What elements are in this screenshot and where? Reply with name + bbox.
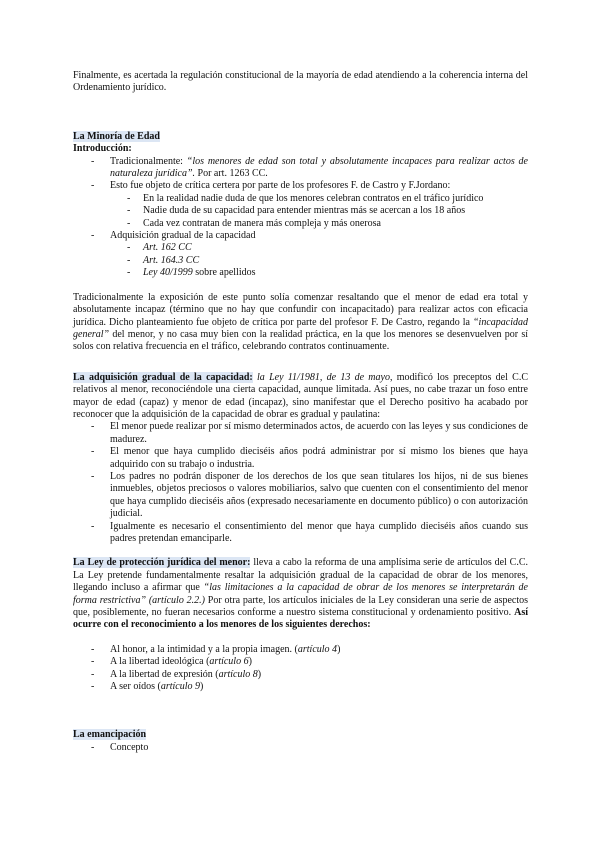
document-page <box>73 70 528 754</box>
paragraph-adquisicion: La adquisición gradual de la capacidad: la Ley 11/1981, de 13 de mayo, modificó los preceptos del C.C relativos al menor, reconociéndole una cierta capacidad, aunque limitada. Así pues, no cabe trazar un foso entre mayor de edad (capaz) y menor de edad (incapaz), sino manifestar que el Derecho positivo ha acabado por reconocer que la adquisición de la capacidad de obrar es gradual y paulatina: <box>73 371 528 420</box>
capacidad-sublist <box>110 242 528 279</box>
paragraph-tradicionalmente: Tradicionalmente la exposición de este punto solía comenzar resaltando que el menor de edad era total y absolutamente incapaz (término que no hay que confundir con incapacitado) para realizar actos con eficacia jurídica. Dicho planteamiento fue objeto de crítica por parte del profesor F. De Castro, regando la “incapacidad general” del menor, y no casa muy bien con la realidad práctica, en la que los menores se desenvuelven por sí solos con relativa frecuencia en el tráfico, celebrando contratos continuamente. <box>73 291 528 353</box>
list-item: - A la libertad de expresión (artículo 8) <box>73 669 528 681</box>
critica-sublist <box>110 193 528 230</box>
section-title-emancipacion: La emancipación <box>73 729 147 741</box>
paragraph-proteccion: La Ley de protección jurídica del menor: lleva a cabo la reforma de una amplísima serie de artículos del C.C. La Ley pretende fundamentalmente resaltar la adquisición gradual de la capacidad de obrar de los menores, llegando incluso a afirmar que “las limitaciones a la capacidad de obrar de los menores se interpretarán de forma restrictiva” (artículo 2.2.) Por otra parte, los artículos iniciales de la Ley consideran una serie de aspectos que, posiblemente, no fueran necesarios conforme a nuestro sistema constitucional y ordenamiento positivo. Así ocurre con el reconocimiento a los menores de los siguientes derechos: <box>73 557 529 631</box>
section-title-minoria: La Minoría de Edad <box>73 130 160 142</box>
sublist-item: - Nadie duda de su capacidad para entender mientras más se acercan a los 18 años <box>110 205 528 217</box>
list-item: - El menor que haya cumplido dieciséis años podrá administrar por sí mismo los bienes que haya adquirido con su trabajo o industria. <box>73 446 528 471</box>
list-item: - Tradicionalmente: “los menores de edad son total y absolutamente incapaces para realizar actos de naturaleza jurídica”. Por art. 1263 CC. <box>73 156 528 181</box>
adquisicion-list <box>73 421 528 545</box>
section-proteccion <box>73 557 528 693</box>
section-minoria <box>73 131 528 354</box>
subtitle-introduccion: Introducción: <box>73 143 132 155</box>
list-item: - Igualmente es necesario el consentimiento del menor que haya cumplido dieciséis años cuando sus padres pretendan emanciparle. <box>73 521 528 546</box>
list-item: - Al honor, a la intimidad y a la propia imagen. (artículo 4) <box>73 644 528 656</box>
emancipacion-list <box>73 742 528 754</box>
sublist-item: - Art. 164.3 CC <box>110 255 528 267</box>
list-item: - El menor puede realizar por sí mismo determinados actos, de acuerdo con las leyes y sus condiciones de madurez. <box>73 421 528 446</box>
section-heading-proteccion: La Ley de protección jurídica del menor: <box>73 557 251 569</box>
section-emancipacion <box>73 729 528 754</box>
derechos-list <box>73 644 528 694</box>
sublist-item: - Art. 162 CC <box>110 242 528 254</box>
sublist-item: - Ley 40/1999 sobre apellidos <box>110 267 528 279</box>
list-item: - Los padres no podrán disponer de los derechos de los que sean titulares los hijos, ni de sus bienes inmuebles, objetos preciosos o valores mobiliarios, salvo que cuenten con el consentimiento del menor que haya cumplido dieciséis años (expresado necesariamente en documento público) o con autorización judicial. <box>73 471 528 521</box>
section-adquisicion <box>73 372 528 546</box>
section-heading-adquisicion: La adquisición gradual de la capacidad: <box>73 371 253 383</box>
intro-paragraph: Finalmente, es acertada la regulación constitucional de la mayoría de edad atendiendo a la coherencia interna del Ordenamiento jurídico. <box>73 70 528 94</box>
sublist-item: - Cada vez contratan de manera más compleja y más onerosa <box>110 218 528 230</box>
list-item: - A la libertad ideológica (artículo 6) <box>73 656 528 668</box>
intro-list <box>73 156 528 280</box>
list-item: - A ser oídos (artículo 9) <box>73 681 528 693</box>
list-item: - Esto fue objeto de crítica certera por parte de los profesores F. de Castro y F.Jordano: - En la realidad nadie duda de que los menores celebran contratos en el tráfico jurídico - Nadie duda de su capacidad para entender mientras más se acercan a los 18 años - Cada vez contratan de manera más compleja y más onerosa <box>73 180 528 230</box>
list-item: - Adquisición gradual de la capacidad - Art. 162 CC - Art. 164.3 CC - Ley 40/1999 sobre apellidos <box>73 230 528 280</box>
list-item: - Concepto <box>73 742 528 754</box>
sublist-item: - En la realidad nadie duda de que los menores celebran contratos en el tráfico jurídico <box>110 193 528 205</box>
